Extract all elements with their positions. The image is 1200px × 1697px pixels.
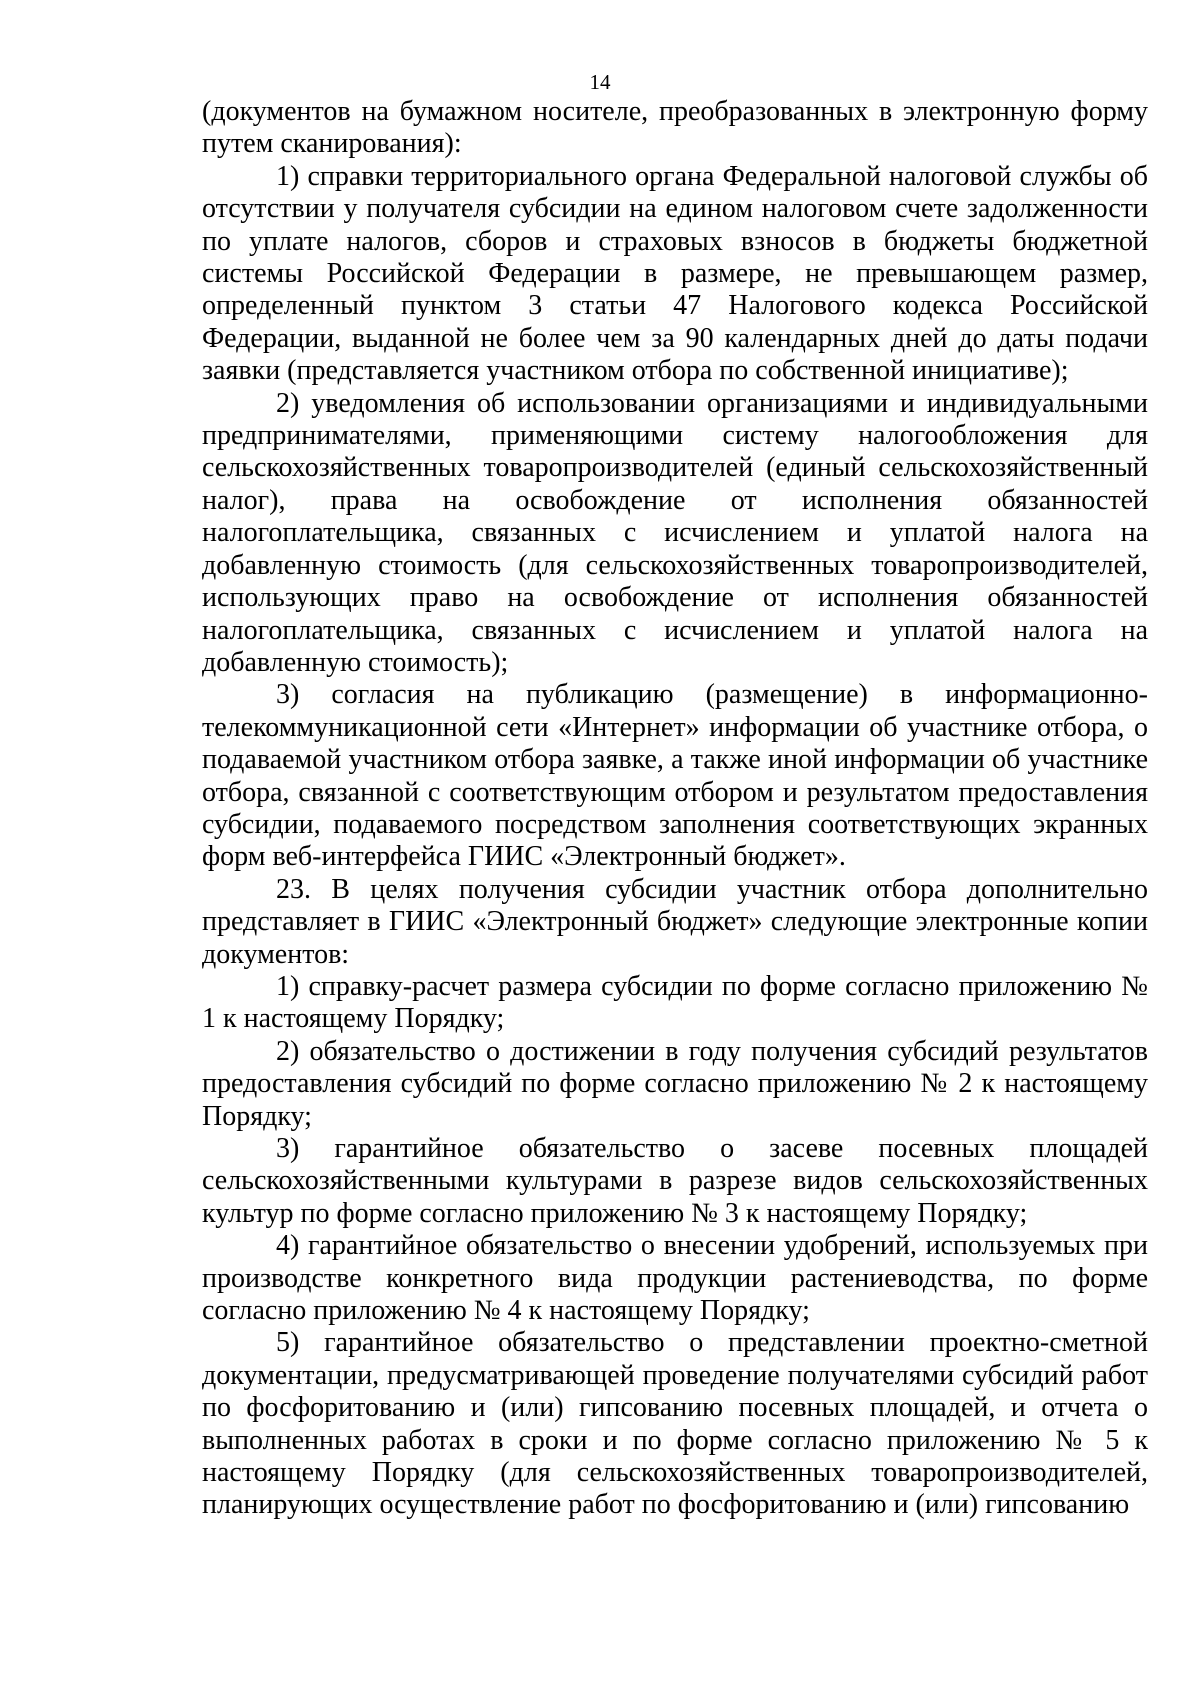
- document-body: [202, 96, 1148, 1522]
- paragraph-item-5-design-guarantee: 5) гарантийное обязательство о представлении проектно-сметной документации, предусматривающей проведение получателями субсидий работ по фосфоритованию и (или) гипсованию посевных площадей, и отчета о выполненных работах в сроки и по форме согласно приложению № 5 к настоящему Порядку (для сельскохозяйственных товаропроизводителей, планирующих осуществление работ по фосфоритованию и (или) гипсованию: [202, 1327, 1148, 1521]
- paragraph-continuation: (документов на бумажном носителе, преобразованных в электронную форму путем сканирования):: [202, 96, 1148, 160]
- paragraph-item-2-obligation: 2) обязательство о достижении в году получения субсидий результатов предоставления субсидий по форме согласно приложению № 2 к настоящему Порядку;: [202, 1035, 1148, 1132]
- paragraph-item-3-sowing-guarantee: 3) гарантийное обязательство о засеве посевных площадей сельскохозяйственными культурами в разрезе видов сельскохозяйственных культур по форме согласно приложению № 3 к настоящему Порядку;: [202, 1133, 1148, 1229]
- paragraph-item-3-publication-consent: 3) согласия на публикацию (размещение) в информационно-телекоммуникационной сети «Интернет» информации об участнике отбора, о подаваемой участником отбора заявке, а также иной информации об участнике отбора, связанной с соответствующим отбором и результатом предоставления субсидии, подаваемого посредством заполнения соответствующих экранных форм веб-интерфейса ГИИС «Электронный бюджет».: [202, 679, 1148, 873]
- paragraph-item-4-fertilizer-guarantee: 4) гарантийное обязательство о внесении удобрений, используемых при производстве конкретного вида продукции растениеводства, по форме согласно приложению № 4 к настоящему Порядку;: [202, 1230, 1148, 1327]
- paragraph-item-2-tax-notice: 2) уведомления об использовании организациями и индивидуальными предпринимателями, применяющими систему налогообложения для сельскохозяйственных товаропроизводителей (единый сельскохозяйственный налог), права на освобождение от исполнения обязанностей налогоплательщика, связанных с исчислением и уплатой налога на добавленную стоимость (для сельскохозяйственных товаропроизводителей, использующих право на освобождение от исполнения обязанностей налогоплательщика, связанных с исчислением и уплатой налога на добавленную стоимость);: [202, 387, 1148, 678]
- paragraph-section-23: 23. В целях получения субсидии участник отбора дополнительно представляет в ГИИС «Электронный бюджет» следующие электронные копии документов:: [202, 873, 1148, 970]
- paragraph-item-1-calculation: 1) справку-расчет размера субсидии по форме согласно приложению № 1 к настоящему Порядку;: [202, 970, 1148, 1035]
- paragraph-item-1-tax-certificate: 1) справки территориального органа Федеральной налоговой службы об отсутствии у получателя субсидии на едином налоговом счете задолженности по уплате налогов, сборов и страховых взносов в бюджеты бюджетной системы Российской Федерации в размере, не превышающем размер, определенный пунктом 3 статьи 47 Налогового кодекса Российской Федерации, выданной не более чем за 90 календарных дней до даты подачи заявки (представляется участником отбора по собственной инициативе);: [202, 160, 1148, 387]
- page-number: 14: [589, 70, 611, 94]
